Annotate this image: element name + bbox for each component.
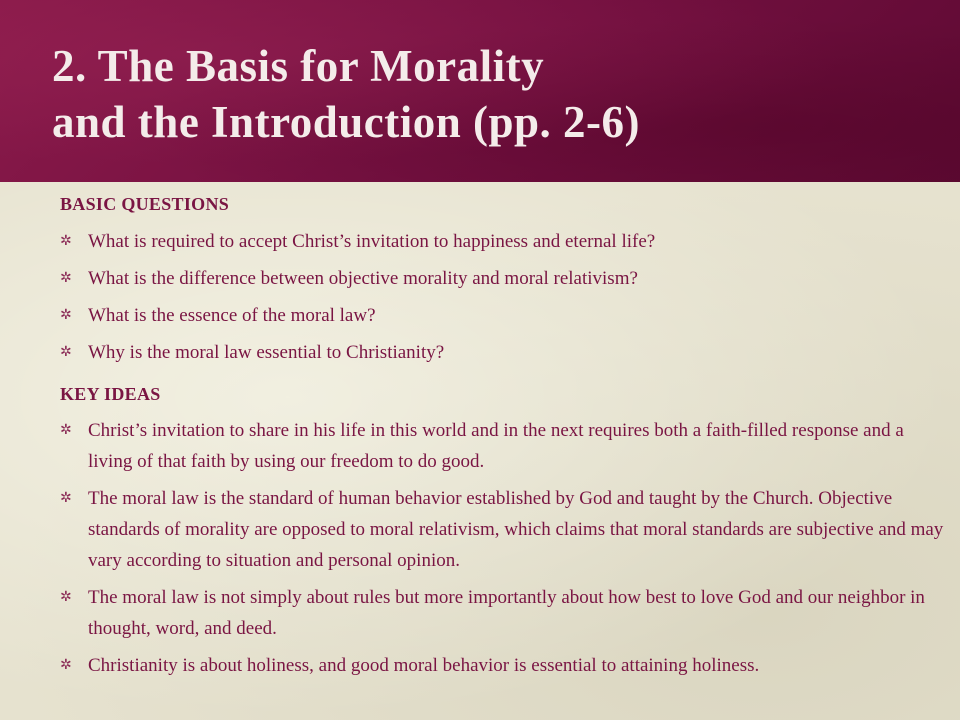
slide-title (52, 38, 640, 150)
list-item (58, 226, 948, 257)
list-item-text: What is required to accept Christ’s invitation to happiness and eternal life? (88, 231, 656, 252)
list-item (58, 300, 948, 331)
slide-title-line-2: and the Introduction (pp. 2-6) (52, 97, 641, 147)
list-item (58, 337, 948, 368)
list-item-text: The moral law is the standard of human behavior established by God and taught by the Church. Objective standards of morality are opposed to moral relativism, which claims that moral standards are subjective and may vary according to situation and personal opinion. (88, 488, 944, 571)
basic-questions-heading: BASIC QUESTIONS (60, 194, 230, 214)
title-banner (0, 0, 960, 182)
list-item-text: Christ’s invitation to share in his life in this world and in the next requires both a faith-filled response and a living of that faith by using our freedom to do good. (88, 420, 904, 472)
list-item-text: Why is the moral law essential to Christianity? (88, 342, 445, 363)
list-item (58, 415, 948, 477)
list-item-text: The moral law is not simply about rules but more importantly about how best to love God and our neighbor in thought, word, and deed. (88, 587, 925, 639)
bullet-star-icon: ✲ (60, 590, 72, 605)
list-item (58, 483, 948, 576)
key-ideas-list (58, 415, 948, 687)
list-item-text: What is the essence of the moral law? (88, 305, 376, 326)
bullet-star-icon: ✲ (60, 423, 72, 438)
basic-questions-list (58, 226, 948, 374)
bullet-star-icon: ✲ (60, 345, 72, 360)
list-item (58, 582, 948, 644)
list-item-text: What is the difference between objective morality and moral relativism? (88, 268, 638, 289)
list-item (58, 650, 948, 681)
bullet-star-icon: ✲ (60, 308, 72, 323)
list-item (58, 263, 948, 294)
bullet-star-icon: ✲ (60, 234, 72, 249)
key-ideas-heading: KEY IDEAS (60, 384, 161, 404)
bullet-star-icon: ✲ (60, 271, 72, 286)
bullet-star-icon: ✲ (60, 658, 72, 673)
bullet-star-icon: ✲ (60, 491, 72, 506)
list-item-text: Christianity is about holiness, and good moral behavior is essential to attaining holiness. (88, 655, 760, 676)
slide-title-line-1: 2. The Basis for Morality (52, 41, 545, 91)
